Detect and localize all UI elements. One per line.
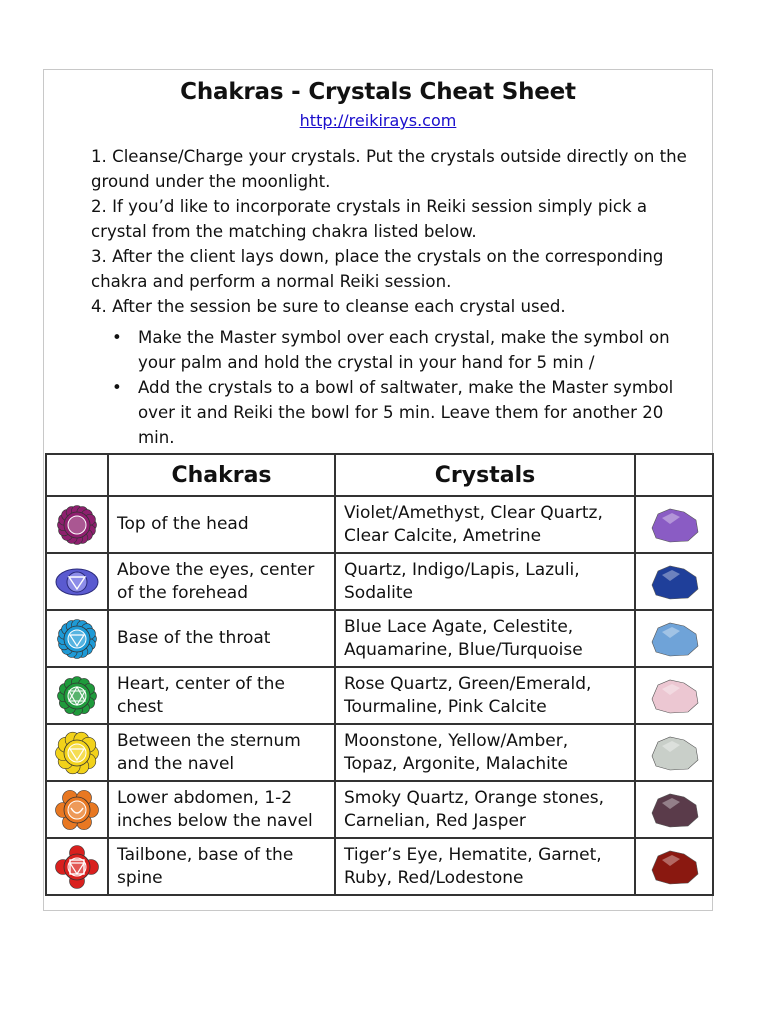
crystal-image-cell [635, 553, 713, 610]
chakra-location: Top of the head [108, 496, 335, 553]
step-3: 3. After the client lays down, place the crystals on the corresponding chakra and perform a normal Reiki session. [91, 247, 664, 291]
bullet-text: Make the Master symbol over each crystal, make the symbol on your palm and hold the crystal in your hand for 5 min / [138, 328, 670, 372]
crystal-image-cell [635, 781, 713, 838]
step-4: 4. After the session be sure to cleanse each crystal used. [91, 297, 566, 316]
crystal-list: Quartz, Indigo/Lapis, Lazuli, Sodalite [335, 553, 635, 610]
throat-chakra-icon [47, 617, 107, 661]
header-image-cell [635, 454, 713, 496]
crystal-image-cell [635, 610, 713, 667]
table-row [46, 838, 713, 895]
crystal-list: Smoky Quartz, Orange stones, Carnelian, Red Jasper [335, 781, 635, 838]
step-2: 2. If you’d like to incorporate crystals in Reiki session simply pick a crystal from the matching chakra listed below. [91, 197, 648, 241]
website-link[interactable]: http://reikirays.com [299, 111, 457, 130]
crystal-list: Rose Quartz, Green/Emerald, Tourmaline, Pink Calcite [335, 667, 635, 724]
crystal-list: Tiger’s Eye, Hematite, Garnet, Ruby, Red/Lodestone [335, 838, 635, 895]
chakra-icon-cell [46, 838, 108, 895]
third-eye-chakra-icon [47, 560, 107, 604]
moonstone-stone-image [636, 732, 712, 774]
crystal-image-cell [635, 724, 713, 781]
crown-chakra-icon [47, 503, 107, 547]
table-row [46, 667, 713, 724]
table-header-row [46, 454, 713, 496]
crystal-image-cell [635, 496, 713, 553]
bullet-item [112, 375, 702, 450]
page-title: Chakras - Crystals Cheat Sheet [180, 79, 576, 105]
chakra-location: Above the eyes, center of the forehead [108, 553, 335, 610]
chakra-location: Tailbone, base of the spine [108, 838, 335, 895]
bullet-marker: • [112, 328, 122, 347]
table-row [46, 496, 713, 553]
root-chakra-icon [47, 845, 107, 889]
bullet-item [112, 325, 702, 375]
chakra-icon-cell [46, 667, 108, 724]
heart-chakra-icon [47, 674, 107, 718]
crystal-list: Blue Lace Agate, Celestite, Aquamarine, Blue/Turquoise [335, 610, 635, 667]
chakra-icon-cell [46, 724, 108, 781]
garnet-stone-image [636, 846, 712, 888]
chakra-icon-cell [46, 610, 108, 667]
rose-quartz-stone-image [636, 675, 712, 717]
cheat-sheet [43, 69, 713, 911]
crystal-list: Moonstone, Yellow/Amber, Topaz, Argonite, Malachite [335, 724, 635, 781]
chakra-icon-cell [46, 496, 108, 553]
chakra-crystal-table [45, 453, 714, 896]
chakra-location: Between the sternum and the navel [108, 724, 335, 781]
table-row [46, 553, 713, 610]
lapis-stone-image [636, 561, 712, 603]
crystal-list: Violet/Amethyst, Clear Quartz, Clear Calcite, Ametrine [335, 496, 635, 553]
amethyst-stone-image [636, 504, 712, 546]
chakra-location: Lower abdomen, 1-2 inches below the navel [108, 781, 335, 838]
solar-plexus-chakra-icon [47, 731, 107, 775]
chakra-location: Base of the throat [108, 610, 335, 667]
chakra-location: Heart, center of the chest [108, 667, 335, 724]
table-row [46, 610, 713, 667]
header-chakras: Chakras [108, 454, 335, 496]
crystal-image-cell [635, 667, 713, 724]
chakra-icon-cell [46, 781, 108, 838]
instructions [91, 144, 701, 319]
table-row [46, 724, 713, 781]
crystal-image-cell [635, 838, 713, 895]
header-crystals: Crystals [335, 454, 635, 496]
cleanse-methods [112, 325, 702, 450]
header-icon-cell [46, 454, 108, 496]
chakra-icon-cell [46, 553, 108, 610]
table-row [46, 781, 713, 838]
bullet-text: Add the crystals to a bowl of saltwater, make the Master symbol over it and Reiki the bowl for 5 min. Leave them for another 20 min. [138, 378, 674, 447]
bullet-marker: • [112, 378, 122, 397]
smoky-quartz-stone-image [636, 789, 712, 831]
blue-lace-agate-stone-image [636, 618, 712, 660]
sacral-chakra-icon [47, 788, 107, 832]
step-1: 1. Cleanse/Charge your crystals. Put the crystals outside directly on the ground under the moonlight. [91, 147, 687, 191]
